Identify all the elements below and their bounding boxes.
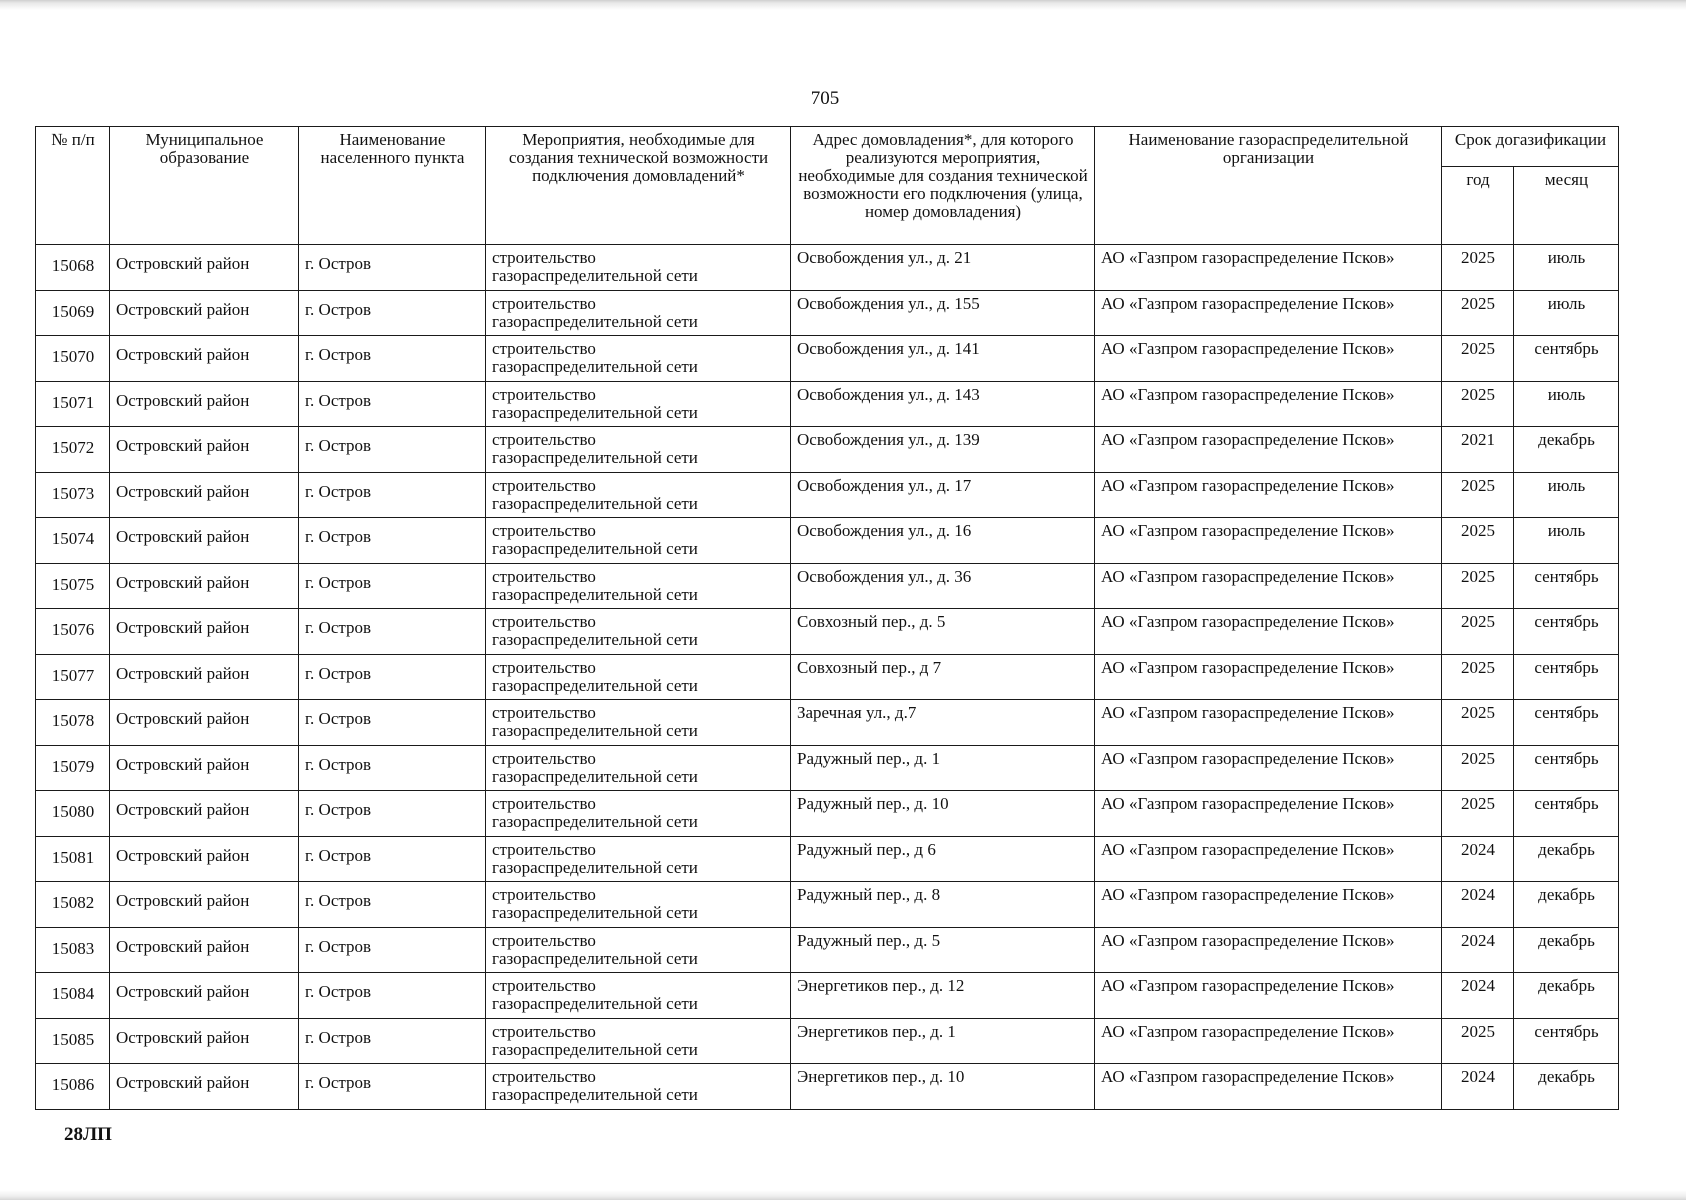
row-activity bbox=[486, 700, 791, 746]
row-address: Освобождения ул., д. 155 bbox=[791, 290, 1095, 336]
row-activity-line2: газораспределительной сети bbox=[492, 1085, 698, 1105]
row-number: 15068 bbox=[36, 245, 110, 291]
table-row bbox=[36, 700, 1619, 746]
row-year: 2025 bbox=[1442, 290, 1514, 336]
row-number: 15072 bbox=[36, 427, 110, 473]
table-row bbox=[36, 1018, 1619, 1064]
row-activity bbox=[486, 654, 791, 700]
row-activity-line2: газораспределительной сети bbox=[492, 948, 698, 968]
table-row bbox=[36, 381, 1619, 427]
row-activity-line1: строительство bbox=[492, 703, 596, 723]
row-activity bbox=[486, 563, 791, 609]
table-row bbox=[36, 336, 1619, 382]
header-locality: Наименование населенного пункта bbox=[299, 127, 486, 245]
row-address: Совхозный пер., д. 5 bbox=[791, 609, 1095, 655]
sheet-code: 28ЛП bbox=[64, 1124, 112, 1145]
row-municipality: Островский район bbox=[110, 427, 299, 473]
table-row bbox=[36, 973, 1619, 1019]
row-organization: АО «Газпром газораспределение Псков» bbox=[1095, 700, 1442, 746]
row-year: 2025 bbox=[1442, 472, 1514, 518]
row-month: декабрь bbox=[1514, 1064, 1619, 1110]
row-locality: г. Остров bbox=[299, 973, 486, 1019]
row-activity-line1: строительство bbox=[492, 248, 596, 267]
row-municipality: Островский район bbox=[110, 654, 299, 700]
row-month: декабрь bbox=[1514, 927, 1619, 973]
row-activity bbox=[486, 427, 791, 473]
row-activity bbox=[486, 973, 791, 1019]
row-organization: АО «Газпром газораспределение Псков» bbox=[1095, 973, 1442, 1019]
row-month: июль bbox=[1514, 245, 1619, 291]
row-locality: г. Остров bbox=[299, 336, 486, 382]
row-organization: АО «Газпром газораспределение Псков» bbox=[1095, 245, 1442, 291]
row-organization: АО «Газпром газораспределение Псков» bbox=[1095, 290, 1442, 336]
row-activity-line2: газораспределительной сети bbox=[492, 675, 698, 695]
row-month: сентябрь bbox=[1514, 745, 1619, 791]
row-year: 2025 bbox=[1442, 245, 1514, 291]
row-year: 2024 bbox=[1442, 836, 1514, 882]
header-year: год bbox=[1442, 167, 1514, 245]
row-address: Освобождения ул., д. 17 bbox=[791, 472, 1095, 518]
row-municipality: Островский район bbox=[110, 1064, 299, 1110]
row-locality: г. Остров bbox=[299, 700, 486, 746]
row-municipality: Островский район bbox=[110, 609, 299, 655]
row-month: сентябрь bbox=[1514, 700, 1619, 746]
row-municipality: Островский район bbox=[110, 882, 299, 928]
row-locality: г. Остров bbox=[299, 290, 486, 336]
row-organization: АО «Газпром газораспределение Псков» bbox=[1095, 427, 1442, 473]
row-municipality: Островский район bbox=[110, 927, 299, 973]
table-row bbox=[36, 1064, 1619, 1110]
row-activity-line1: строительство bbox=[492, 1021, 596, 1041]
row-activity bbox=[486, 290, 791, 336]
row-year: 2025 bbox=[1442, 654, 1514, 700]
row-activity-line1: строительство bbox=[492, 430, 596, 450]
row-activity bbox=[486, 472, 791, 518]
row-month: сентябрь bbox=[1514, 563, 1619, 609]
row-activity-line1: строительство bbox=[492, 930, 596, 950]
row-address: Радужный пер., д. 1 bbox=[791, 745, 1095, 791]
row-year: 2025 bbox=[1442, 745, 1514, 791]
row-locality: г. Остров bbox=[299, 791, 486, 837]
row-locality: г. Остров bbox=[299, 836, 486, 882]
row-activity-line2: газораспределительной сети bbox=[492, 994, 698, 1014]
row-locality: г. Остров bbox=[299, 609, 486, 655]
row-activity bbox=[486, 791, 791, 837]
row-activity-line1: строительство bbox=[492, 612, 596, 632]
row-activity-line1: строительство bbox=[492, 384, 596, 404]
header-address: Адрес домовладения*, для которого реализуются мероприятия, необходимые для создания технической возможности его подключения (улица, номер домовладения) bbox=[791, 127, 1095, 245]
row-address: Освобождения ул., д. 141 bbox=[791, 336, 1095, 382]
row-number: 15076 bbox=[36, 609, 110, 655]
row-year: 2024 bbox=[1442, 882, 1514, 928]
row-year: 2025 bbox=[1442, 609, 1514, 655]
row-year: 2025 bbox=[1442, 700, 1514, 746]
row-organization: АО «Газпром газораспределение Псков» bbox=[1095, 745, 1442, 791]
row-activity-line2: газораспределительной сети bbox=[492, 630, 698, 650]
row-number: 15074 bbox=[36, 518, 110, 564]
row-address: Радужный пер., д. 5 bbox=[791, 927, 1095, 973]
row-organization: АО «Газпром газораспределение Псков» bbox=[1095, 563, 1442, 609]
row-year: 2024 bbox=[1442, 1064, 1514, 1110]
row-municipality: Островский район bbox=[110, 836, 299, 882]
row-year: 2021 bbox=[1442, 427, 1514, 473]
row-address: Освобождения ул., д. 36 bbox=[791, 563, 1095, 609]
row-activity-line1: строительство bbox=[492, 475, 596, 495]
row-activity-line1: строительство bbox=[492, 657, 596, 677]
row-municipality: Островский район bbox=[110, 381, 299, 427]
row-activity bbox=[486, 927, 791, 973]
row-year: 2025 bbox=[1442, 563, 1514, 609]
row-organization: АО «Газпром газораспределение Псков» bbox=[1095, 882, 1442, 928]
row-municipality: Островский район bbox=[110, 1018, 299, 1064]
header-month: месяц bbox=[1514, 167, 1619, 245]
row-address: Радужный пер., д 6 bbox=[791, 836, 1095, 882]
row-activity-line2: газораспределительной сети bbox=[492, 903, 698, 923]
table-row bbox=[36, 836, 1619, 882]
row-number: 15086 bbox=[36, 1064, 110, 1110]
header-deadline: Срок догазификации bbox=[1442, 127, 1619, 167]
row-year: 2024 bbox=[1442, 973, 1514, 1019]
row-organization: АО «Газпром газораспределение Псков» bbox=[1095, 381, 1442, 427]
row-activity-line1: строительство bbox=[492, 566, 596, 586]
row-municipality: Островский район bbox=[110, 700, 299, 746]
row-month: декабрь bbox=[1514, 836, 1619, 882]
row-activity-line1: строительство bbox=[492, 794, 596, 814]
row-month: июль bbox=[1514, 518, 1619, 564]
row-number: 15081 bbox=[36, 836, 110, 882]
row-organization: АО «Газпром газораспределение Псков» bbox=[1095, 927, 1442, 973]
row-activity-line1: строительство bbox=[492, 339, 596, 359]
row-organization: АО «Газпром газораспределение Псков» bbox=[1095, 836, 1442, 882]
row-address: Заречная ул., д.7 bbox=[791, 700, 1095, 746]
row-municipality: Островский район bbox=[110, 973, 299, 1019]
row-activity-line2: газораспределительной сети bbox=[492, 1039, 698, 1059]
row-organization: АО «Газпром газораспределение Псков» bbox=[1095, 609, 1442, 655]
row-number: 15073 bbox=[36, 472, 110, 518]
table-row bbox=[36, 427, 1619, 473]
row-activity bbox=[486, 381, 791, 427]
row-month: июль bbox=[1514, 472, 1619, 518]
table-row bbox=[36, 518, 1619, 564]
row-month: декабрь bbox=[1514, 882, 1619, 928]
row-municipality: Островский район bbox=[110, 245, 299, 291]
row-municipality: Островский район bbox=[110, 745, 299, 791]
row-activity-line1: строительство bbox=[492, 748, 596, 768]
scan-edge-top bbox=[0, 0, 1686, 10]
row-municipality: Островский район bbox=[110, 518, 299, 564]
row-month: сентябрь bbox=[1514, 1018, 1619, 1064]
row-month: декабрь bbox=[1514, 973, 1619, 1019]
row-locality: г. Остров bbox=[299, 472, 486, 518]
row-activity-line1: строительство bbox=[492, 521, 596, 541]
table-row bbox=[36, 290, 1619, 336]
row-organization: АО «Газпром газораспределение Псков» bbox=[1095, 518, 1442, 564]
row-organization: АО «Газпром газораспределение Псков» bbox=[1095, 791, 1442, 837]
row-activity-line2: газораспределительной сети bbox=[492, 812, 698, 832]
row-address: Энергетиков пер., д. 10 bbox=[791, 1064, 1095, 1110]
row-activity bbox=[486, 609, 791, 655]
row-activity bbox=[486, 745, 791, 791]
row-locality: г. Остров bbox=[299, 427, 486, 473]
row-number: 15075 bbox=[36, 563, 110, 609]
row-address: Радужный пер., д. 10 bbox=[791, 791, 1095, 837]
row-municipality: Островский район bbox=[110, 336, 299, 382]
row-address: Освобождения ул., д. 16 bbox=[791, 518, 1095, 564]
row-activity-line2: газораспределительной сети bbox=[492, 357, 698, 377]
row-activity-line1: строительство bbox=[492, 293, 596, 313]
row-month: сентябрь bbox=[1514, 336, 1619, 382]
row-address: Радужный пер., д. 8 bbox=[791, 882, 1095, 928]
row-municipality: Островский район bbox=[110, 791, 299, 837]
table-row bbox=[36, 745, 1619, 791]
row-locality: г. Остров bbox=[299, 1064, 486, 1110]
row-month: сентябрь bbox=[1514, 654, 1619, 700]
row-locality: г. Остров bbox=[299, 1018, 486, 1064]
row-organization: АО «Газпром газораспределение Псков» bbox=[1095, 1064, 1442, 1110]
row-month: сентябрь bbox=[1514, 791, 1619, 837]
row-activity-line2: газораспределительной сети bbox=[492, 311, 698, 331]
row-activity-line1: строительство bbox=[492, 976, 596, 996]
row-year: 2024 bbox=[1442, 927, 1514, 973]
row-activity-line1: строительство bbox=[492, 839, 596, 859]
row-activity-line2: газораспределительной сети bbox=[492, 584, 698, 604]
row-locality: г. Остров bbox=[299, 381, 486, 427]
row-locality: г. Остров bbox=[299, 654, 486, 700]
row-organization: АО «Газпром газораспределение Псков» bbox=[1095, 654, 1442, 700]
row-number: 15069 bbox=[36, 290, 110, 336]
row-year: 2025 bbox=[1442, 381, 1514, 427]
row-number: 15077 bbox=[36, 654, 110, 700]
row-activity-line2: газораспределительной сети bbox=[492, 266, 698, 285]
row-year: 2025 bbox=[1442, 336, 1514, 382]
row-activity-line1: строительство bbox=[492, 885, 596, 905]
row-activity-line2: газораспределительной сети bbox=[492, 448, 698, 468]
header-activity: Мероприятия, необходимые для создания технической возможности подключения домовладений* bbox=[486, 127, 791, 245]
table-row bbox=[36, 927, 1619, 973]
row-activity-line2: газораспределительной сети bbox=[492, 721, 698, 741]
table-row bbox=[36, 609, 1619, 655]
row-activity bbox=[486, 882, 791, 928]
row-activity-line2: газораспределительной сети bbox=[492, 539, 698, 559]
row-address: Освобождения ул., д. 143 bbox=[791, 381, 1095, 427]
row-number: 15083 bbox=[36, 927, 110, 973]
row-activity bbox=[486, 836, 791, 882]
row-activity-line2: газораспределительной сети bbox=[492, 766, 698, 786]
table-row bbox=[36, 472, 1619, 518]
row-organization: АО «Газпром газораспределение Псков» bbox=[1095, 472, 1442, 518]
table-row bbox=[36, 245, 1619, 291]
scan-edge-bottom bbox=[0, 1190, 1686, 1200]
gasification-table bbox=[35, 126, 1619, 1110]
row-address: Освобождения ул., д. 21 bbox=[791, 245, 1095, 291]
row-year: 2025 bbox=[1442, 518, 1514, 564]
row-activity bbox=[486, 518, 791, 564]
table-header bbox=[36, 127, 1619, 245]
row-number: 15071 bbox=[36, 381, 110, 427]
row-address: Энергетиков пер., д. 1 bbox=[791, 1018, 1095, 1064]
header-organization: Наименование газораспределительной организации bbox=[1095, 127, 1442, 245]
row-municipality: Островский район bbox=[110, 563, 299, 609]
row-locality: г. Остров bbox=[299, 245, 486, 291]
header-num: № п/п bbox=[36, 127, 110, 245]
row-month: июль bbox=[1514, 290, 1619, 336]
row-number: 15084 bbox=[36, 973, 110, 1019]
row-municipality: Островский район bbox=[110, 472, 299, 518]
row-year: 2025 bbox=[1442, 1018, 1514, 1064]
row-number: 15078 bbox=[36, 700, 110, 746]
row-organization: АО «Газпром газораспределение Псков» bbox=[1095, 336, 1442, 382]
row-activity-line1: строительство bbox=[492, 1067, 596, 1087]
table-row bbox=[36, 654, 1619, 700]
page-number: 705 bbox=[810, 88, 840, 109]
row-year: 2025 bbox=[1442, 791, 1514, 837]
row-address: Освобождения ул., д. 139 bbox=[791, 427, 1095, 473]
header-municipality: Муниципальное образование bbox=[110, 127, 299, 245]
row-month: сентябрь bbox=[1514, 609, 1619, 655]
row-locality: г. Остров bbox=[299, 745, 486, 791]
row-activity-line2: газораспределительной сети bbox=[492, 493, 698, 513]
row-activity bbox=[486, 1064, 791, 1110]
row-locality: г. Остров bbox=[299, 518, 486, 564]
table-row bbox=[36, 563, 1619, 609]
row-municipality: Островский район bbox=[110, 290, 299, 336]
row-number: 15082 bbox=[36, 882, 110, 928]
row-locality: г. Остров bbox=[299, 563, 486, 609]
row-address: Совхозный пер., д 7 bbox=[791, 654, 1095, 700]
row-number: 15080 bbox=[36, 791, 110, 837]
table-body bbox=[36, 245, 1619, 1110]
row-number: 15079 bbox=[36, 745, 110, 791]
row-activity bbox=[486, 1018, 791, 1064]
row-address: Энергетиков пер., д. 12 bbox=[791, 973, 1095, 1019]
row-organization: АО «Газпром газораспределение Псков» bbox=[1095, 1018, 1442, 1064]
row-activity-line2: газораспределительной сети bbox=[492, 857, 698, 877]
row-activity-line2: газораспределительной сети bbox=[492, 402, 698, 422]
row-locality: г. Остров bbox=[299, 882, 486, 928]
row-month: декабрь bbox=[1514, 427, 1619, 473]
table-row bbox=[36, 882, 1619, 928]
row-activity bbox=[486, 245, 791, 291]
row-number: 15085 bbox=[36, 1018, 110, 1064]
row-month: июль bbox=[1514, 381, 1619, 427]
row-locality: г. Остров bbox=[299, 927, 486, 973]
table-row bbox=[36, 791, 1619, 837]
row-number: 15070 bbox=[36, 336, 110, 382]
row-activity bbox=[486, 336, 791, 382]
